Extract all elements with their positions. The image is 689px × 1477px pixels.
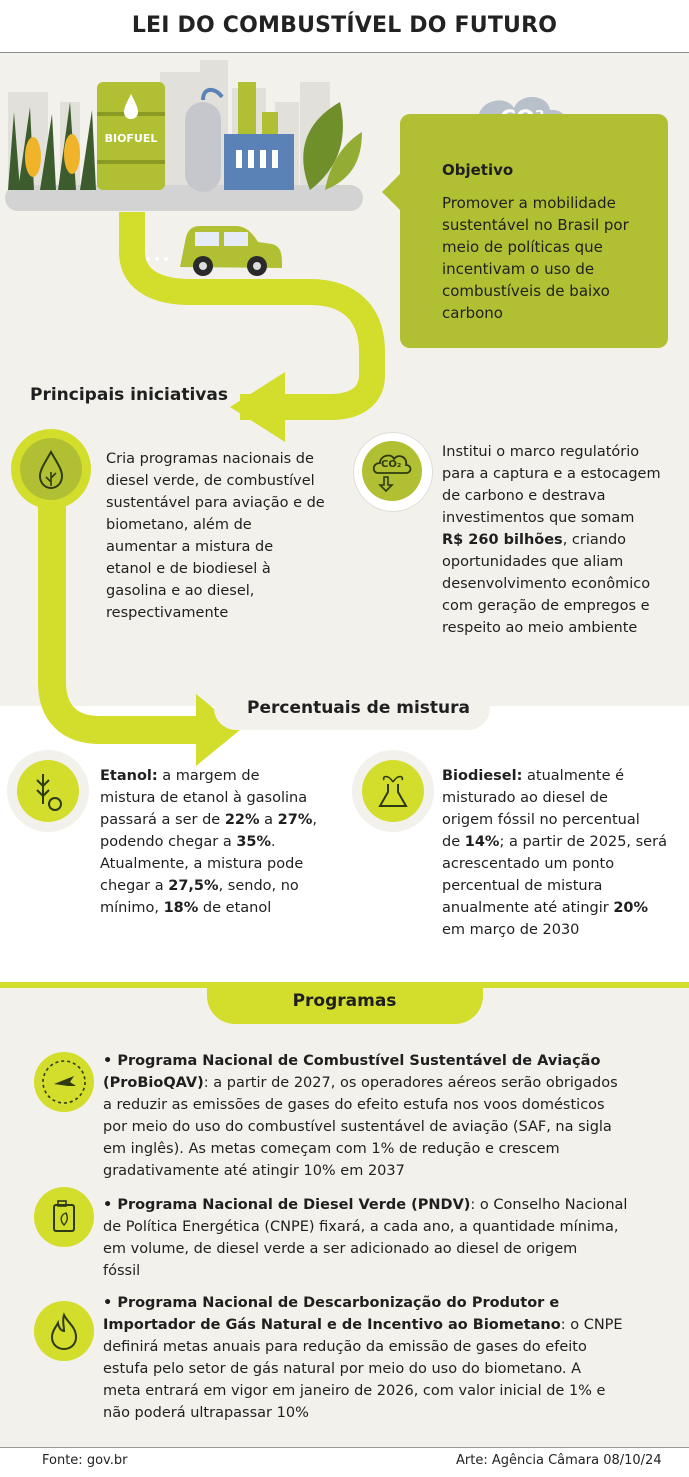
footer-credit: Arte: Agência Câmara 08/10/24 [456, 1453, 662, 1468]
biodiesel-icon [362, 760, 424, 822]
biodiesel-text: Biodiesel: atualmente é misturado ao diesel de origem fóssil no percentual de 14%; a partir de 2025, será acrescentado um ponto percentual de mistura anualmente até atingir 20% em março de 2030 [442, 768, 667, 938]
barrel-label: BIOFUEL [104, 132, 158, 145]
plane-leaf-icon [34, 1052, 94, 1112]
factory-icon [185, 82, 294, 192]
initiatives-title: Principais iniciativas [30, 385, 228, 405]
programs-title: Programas [292, 991, 397, 1011]
ethanol-text: Etanol: a margem de mistura de etanol à gasolina passará a ser de 22% a 27%, podendo chegar a 35%. Atualmente, a mistura pode chegar a 27,5%, sendo, no mínimo, 18% de etanol [100, 768, 317, 916]
initiative-right-text: Institui o marco regulatório para a captura e a estocagem de carbono e destrava investimentos que somam R$ 260 bilhões, criando oportunidades que aliam desenvolvimento econômico com geração de empregos e respeito ao meio ambiente [442, 444, 661, 636]
initiative-left-text: Cria programas nacionais de diesel verde, de combustível sustentável para aviação e de biometano, além de aumentar a mistura de etanol e de biodiesel à gasolina e ao diesel, respectivamente [106, 451, 325, 621]
drop-leaf-icon [20, 438, 82, 500]
co2-storage-icon [362, 441, 422, 501]
car-icon [180, 226, 282, 276]
objective-text: Promover a mobilidade sustentável no Brasil por meio de políticas que incentivam o uso de combustíveis de baixo carbono [442, 194, 629, 322]
ethanol-icon [17, 760, 79, 822]
diesel-can-icon [34, 1187, 94, 1247]
program-diesel-text: • Programa Nacional de Diesel Verde (PNDV): o Conselho Nacional de Política Energética (CNPE) fixará, a cada ano, a quantidade mínima, em volume, de diesel verde a ser adicionado ao diesel de origem fóssil [103, 1197, 628, 1279]
program-biomethane-text: • Programa Nacional de Descarbonização do Produtor e Importador de Gás Natural e de Incentivo ao Biometano: o CNPE definirá metas anuais para redução da emissão de gases do efeito estufa pelo setor de gás natural por meio do uso do biometano. A meta entrará em vigor em janeiro de 2026, com valor inicial de 1% e não poderá ultrapassar 10% [103, 1295, 623, 1421]
flame-icon [34, 1301, 94, 1361]
mixture-title: Percentuais de mistura [247, 698, 471, 718]
objective-title: Objetivo [442, 161, 514, 179]
page-title: LEI DO COMBUSTÍVEL DO FUTURO [131, 13, 558, 38]
footer-source: Fonte: gov.br [42, 1453, 128, 1468]
program-aviation-text: • Programa Nacional de Combustível Sustentável de Aviação (ProBioQAV): a partir de 2027, os operadores aéreos serão obrigados a reduzir as emissões de gases do efeito estufa nos voos domésticos por meio do uso do combustível sustentável de aviação (SAF, na sigla em inglês). As metas começam com 1% de redução e crescem gradativamente até atingir 10% em 2037 [103, 1053, 618, 1179]
co2-icon-label: CO₂ [381, 459, 402, 470]
arrow-left [230, 372, 285, 442]
